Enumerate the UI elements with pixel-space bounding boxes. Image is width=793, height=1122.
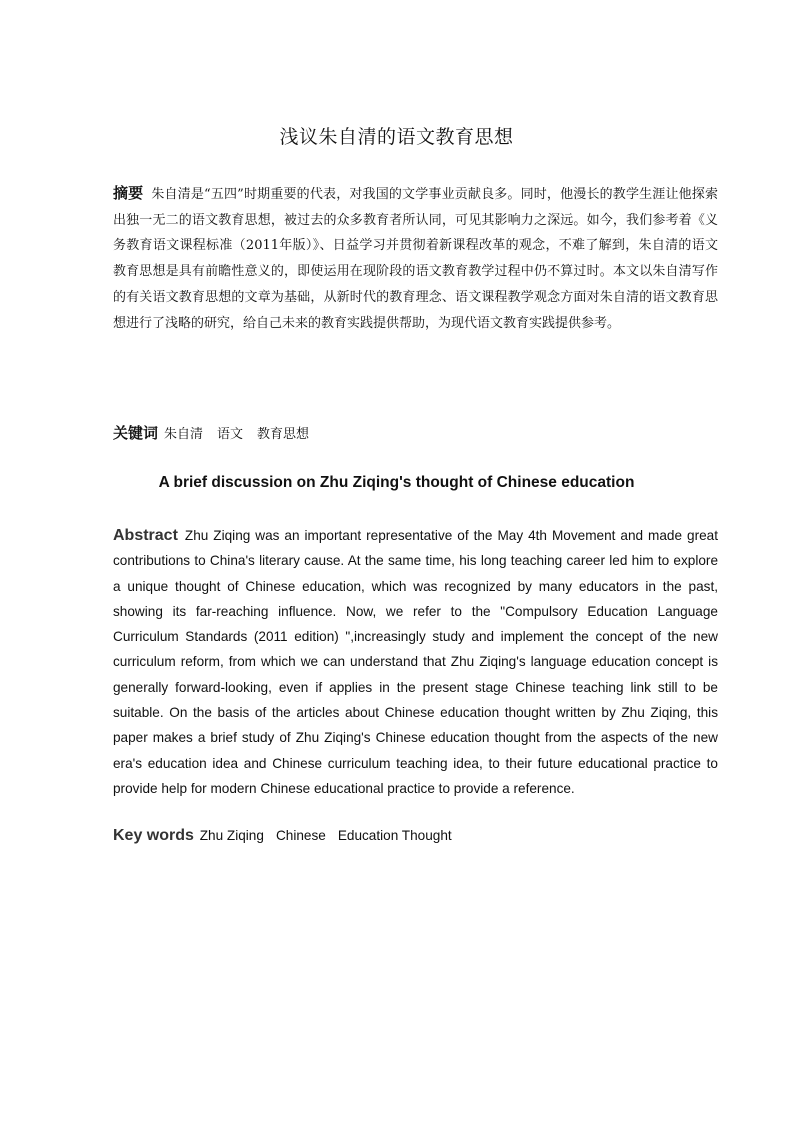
chinese-abstract-label: 摘要 bbox=[113, 184, 144, 202]
chinese-abstract-text: 朱自清是“五四”时期重要的代表，对我国的文学事业贡献良多。同时，他漫长的教学生涯让他探索出独一无二的语文教育思想，被过去的众多教育者所认同，可见其影响力之深远。如今，我们参考着《义务教育语文课程标准（2011年版）》、日益学习并贯彻着新课程改革的观念，不难了解到，朱自清的语文教育思想是具有前瞻性意义的，即使运用在现阶段的语文教育教学过程中仍不算过时。本文以朱自清写作的有关语文教育思想的文章为基础，从新时代的教育理念、语文课程教学观念方面对朱自清的语文教育思想进行了浅略的研究，给自己未来的教育实践提供帮助，为现代语文教育实践提供参考。 bbox=[113, 187, 718, 331]
chinese-abstract bbox=[113, 181, 718, 336]
chinese-keyword: 教育思想 bbox=[257, 427, 310, 442]
english-abstract-label: Abstract bbox=[113, 527, 178, 544]
english-keyword: Chinese bbox=[275, 828, 326, 843]
chinese-title: 浅议朱自清的语文教育思想 bbox=[279, 126, 514, 148]
chinese-keywords bbox=[113, 421, 718, 447]
chinese-keyword: 语文 bbox=[217, 427, 244, 442]
english-keyword: Zhu Ziqing bbox=[199, 828, 264, 843]
english-abstract-text: Zhu Ziqing was an important representative of the May 4th Movement and made great contributions to China's literary cause. At the same time, his long teaching career led him to explore a unique thought of Chinese education, which was recognized by many educators in the past, showing its far-reaching influence. Now, we refer to the "Compulsory Education Language Curriculum Standards (2011 edition) ",increasingly study and implement the concept of the new curriculum reform, from which we can understand that Zhu Ziqing's language education concept is generally forward-looking, even if applies in the present stage Chinese teaching link still to be suitable. On the basis of the articles about Chinese education thought written by Zhu Ziqing, this paper makes a brief study of Zhu Ziqing's Chinese education thought from the aspects of the new era's education idea and Chinese curriculum teaching idea, to their future educational practice to provide help for modern Chinese educational practice to provide a reference. bbox=[113, 528, 719, 796]
english-keyword: Education Thought bbox=[337, 828, 452, 843]
english-title: A brief discussion on Zhu Ziqing's thought of Chinese education bbox=[158, 474, 635, 491]
english-abstract bbox=[113, 523, 718, 801]
english-keywords bbox=[113, 823, 718, 848]
chinese-keywords-label: 关键词 bbox=[113, 424, 159, 442]
chinese-keyword: 朱自清 bbox=[164, 427, 204, 442]
english-keywords-label: Key words bbox=[113, 827, 194, 844]
